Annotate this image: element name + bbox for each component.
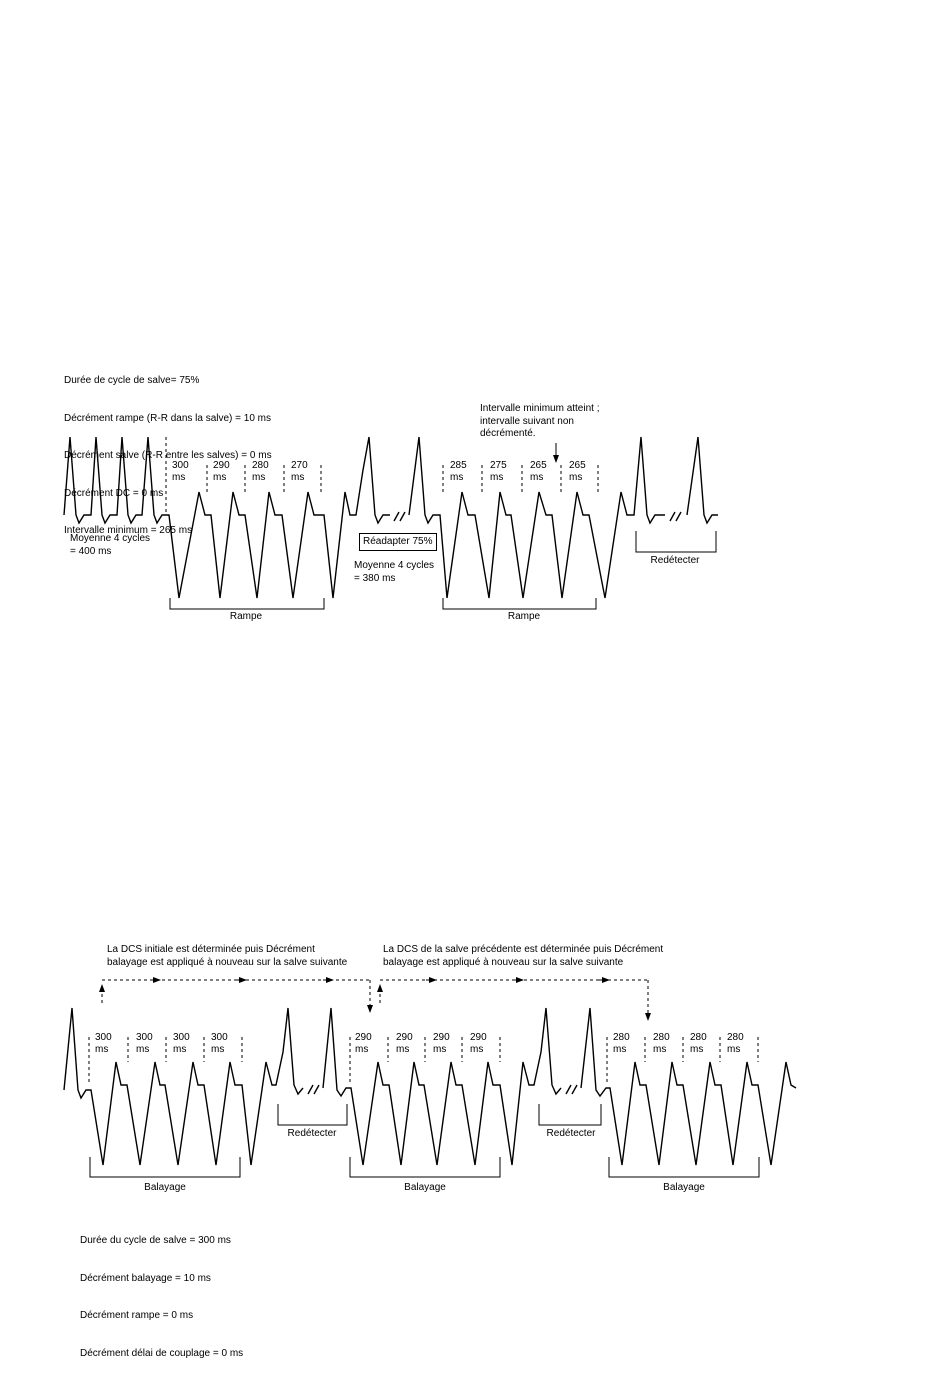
break-symbol: [566, 1085, 577, 1094]
interval-label: 280 ms: [252, 460, 269, 483]
interval-label: 265 ms: [530, 460, 547, 483]
param-ramp-decrement: Décrément rampe = 0 ms: [80, 1310, 194, 1321]
param-burst-cycle: Durée de cycle de salve= 75%: [64, 375, 200, 386]
interval-label: 300 ms: [95, 1032, 112, 1055]
readapt-box: Réadapter 75%: [359, 533, 437, 551]
interval-label: 290 ms: [355, 1032, 372, 1055]
ecg-trace-segment: [323, 1008, 561, 1165]
param-burst-decrement: Décrément salve (R-R entre les salves) = 0 ms: [64, 450, 272, 461]
redetect-bracket: [636, 531, 716, 552]
scan-label: Balayage: [663, 1182, 705, 1193]
scan-bracket: [350, 1157, 500, 1177]
interval-label: 270 ms: [291, 460, 308, 483]
interval-label: 280 ms: [690, 1032, 707, 1055]
ecg-trace-segment: [687, 437, 718, 523]
interval-label: 265 ms: [569, 460, 586, 483]
break-symbol: [394, 512, 405, 521]
ramp-label: Rampe: [229, 611, 263, 622]
redetect-bracket: [539, 1104, 601, 1125]
ecg-trace-segment: [409, 437, 665, 598]
scan-note-initial: La DCS initiale est déterminée puis Décrément balayage est appliqué à nouveau sur la salve suivante: [107, 944, 348, 968]
break-symbol: [308, 1085, 319, 1094]
scan-bracket: [90, 1157, 240, 1177]
ecg-trace-segment: [581, 1008, 796, 1165]
scan-note-previous: La DCS de la salve précédente est déterminée puis Décrément balayage est appliqué à nouveau sur la salve suivante: [383, 944, 664, 968]
interval-label: 290 ms: [396, 1032, 413, 1055]
interval-label: 300 ms: [172, 460, 189, 483]
ramp-label: Rampe: [507, 611, 541, 622]
redetect-label: Redétecter: [650, 555, 700, 566]
interval-label: 285 ms: [450, 460, 467, 483]
redetect-bracket: [278, 1104, 347, 1125]
interval-label: 280 ms: [653, 1032, 670, 1055]
interval-label: 280 ms: [613, 1032, 630, 1055]
scan-label: Balayage: [404, 1182, 446, 1193]
scan-bracket: [609, 1157, 759, 1177]
break-symbol: [670, 512, 681, 521]
param-scan-decrement: Décrément balayage = 10 ms: [80, 1272, 211, 1284]
param-burst-cycle-length: Durée du cycle de salve = 300 ms: [80, 1235, 231, 1246]
interval-label: 300 ms: [211, 1032, 228, 1055]
ramp-bracket: [443, 598, 596, 609]
redetect-label: Redétecter: [287, 1128, 337, 1139]
interval-label: 300 ms: [136, 1032, 153, 1055]
interval-label: 280 ms: [727, 1032, 744, 1055]
ecg-trace-segment: [64, 437, 390, 598]
ecg-trace-segment: [64, 1008, 303, 1165]
interval-label: 290 ms: [213, 460, 230, 483]
interval-label: 290 ms: [470, 1032, 487, 1055]
average-label: Moyenne 4 cycles = 380 ms: [354, 560, 435, 584]
param-dc-decrement: Décrément DC = 0 ms: [64, 487, 164, 499]
interval-label: 275 ms: [490, 460, 507, 483]
interval-markers: [166, 437, 598, 514]
interval-label: 290 ms: [433, 1032, 450, 1055]
redetect-label: Redétecter: [546, 1128, 596, 1139]
average-label: Moyenne 4 cycles = 400 ms: [70, 533, 151, 557]
param-ramp-decrement: Décrément rampe (R-R dans la salve) = 10 ms: [64, 412, 272, 424]
flow-arrows: [102, 980, 648, 1020]
scan-label: Balayage: [144, 1182, 186, 1193]
interval-markers: [89, 1037, 758, 1085]
ramp-bracket: [170, 598, 324, 609]
minimum-interval-annotation: Intervalle minimum atteint ; intervalle suivant non décrémenté.: [480, 403, 600, 439]
param-minimum-interval: Intervalle minimum = 265 ms: [64, 525, 193, 536]
param-coupling-decrement: Décrément délai de couplage = 0 ms: [80, 1347, 244, 1359]
interval-label: 300 ms: [173, 1032, 190, 1055]
